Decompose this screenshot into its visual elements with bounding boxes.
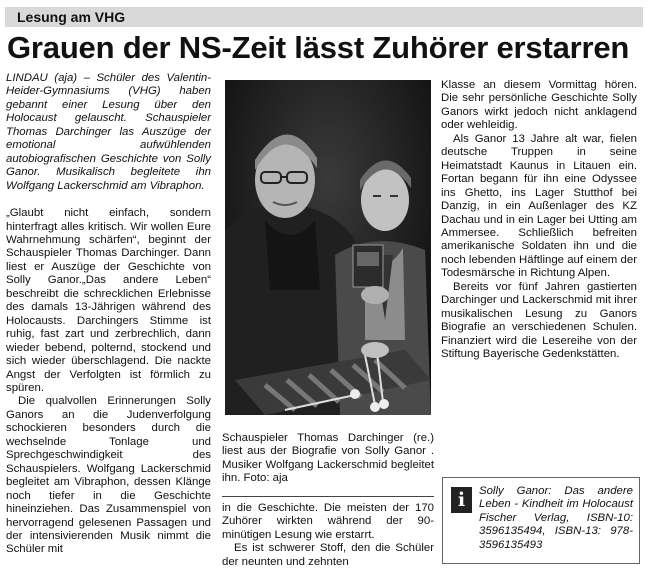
- book-info-box: [442, 477, 640, 564]
- column-2: [222, 502, 434, 569]
- body-paragraph: in die Geschichte. Die meisten der 170 Zuhörer wirkten während der 90-minütigen Lesung wie erstarrt.: [222, 502, 434, 541]
- photo-illustration: [225, 80, 431, 415]
- column-3: [441, 79, 637, 362]
- info-icon: i: [451, 487, 472, 513]
- photo-caption: Schauspieler Thomas Darchinger (re.) liest aus der Biografie von Solly Ganor . Musiker Wolfgang Lackerschmid begleitet ihn. Foto: aja: [222, 432, 434, 485]
- column-1: [6, 72, 211, 557]
- body-paragraph: „Glaubt nicht einfach, sondern hinterfragt alles kritisch. Wir wollen Eure Wahrnehmung schärfen“, beginnt der Schauspieler Thomas Darchinger. Dann liest er Auszüge der Geschichte von Solly Ganor.„Das andere Leben“ beschreibt die schrecklichen Erlebnisse des damals 13-Jährigen während des Holocausts. Darchingers Stimme ist ruhig, fast zart und zerbrechlich, dann wieder bebend, polternd, stockend und sich wieder überschlagend. Die nackte Angst der Verfolgten ist förmlich zu spüren.: [6, 207, 211, 394]
- headline: Grauen der NS-Zeit lässt Zuhörer erstarren: [7, 30, 630, 65]
- kicker-label: Lesung am VHG: [17, 9, 126, 25]
- body-paragraph: Es ist schwerer Stoff, den die Schüler der neunten und zehnten: [222, 542, 434, 568]
- body-paragraph: Klasse an diesem Vormittag hören. Die sehr persönliche Geschichte Solly Ganors wirkt jedoch nicht anklagend oder wehleidig.: [441, 79, 637, 132]
- body-paragraph: Die qualvollen Erinnerungen Solly Ganors an die Judenverfolgung schockieren besonders durch die wechselnde Tonlage und Sprechgeschwindigkeit des Schauspielers. Wolfgang Lackerschmid begleitet am Vibraphon, dessen Klänge noch tiefer in die Geschichte hineinziehen. Das Zusammenspiel von hervorragend gelesenen Passagen und der intensivierenden Musik nimmt die Schüler mit: [6, 395, 211, 556]
- lead-paragraph: LINDAU (aja) – Schüler des Valentin-Heider-Gymnasiums (VHG) haben gebannt einer Lesung über den Holocaust gelauscht. Schauspieler Thomas Darchinger las Auszüge der emotional aufwühlenden autobiografischen Geschichte von Solly Ganor. Musikalisch begleitete ihn Wolfgang Lackerschmid am Vibraphon.: [6, 72, 211, 192]
- kicker-bar: [5, 7, 643, 27]
- body-paragraph: Bereits vor fünf Jahren gastierten Darchinger und Lackerschmid mit ihrer musikalischen Lesung zu Ganors Biografie an verschiedenen Schulen. Finanziert wird die Lesereihe von der Stiftung Bayerische Gedenkstätten.: [441, 280, 637, 361]
- caption-divider: [222, 496, 434, 497]
- article-photo: [225, 80, 431, 415]
- book-info-text: Solly Ganor: Das andere Leben - Kindheit im Holocaust Fischer Verlag, ISBN-10: 3596135494, ISBN-13: 978-3596135493: [479, 485, 633, 551]
- body-paragraph: Als Ganor 13 Jahre alt war, fielen deutsche Truppen in seine Heimatstadt Kaunus in Litauen ein. Fortan begann für ihn eine Odyssee ins Ghetto, ins Lager Stutthof bei Danzig, in ein Außenlager des KZ Dachau und in ein Lager bei Utting am Ammersee. Schließlich befreiten amerikanische Soldaten ihn und die noch lebenden Häftlinge auf einem der Todesmärsche in Richtung Alpen.: [441, 132, 637, 280]
